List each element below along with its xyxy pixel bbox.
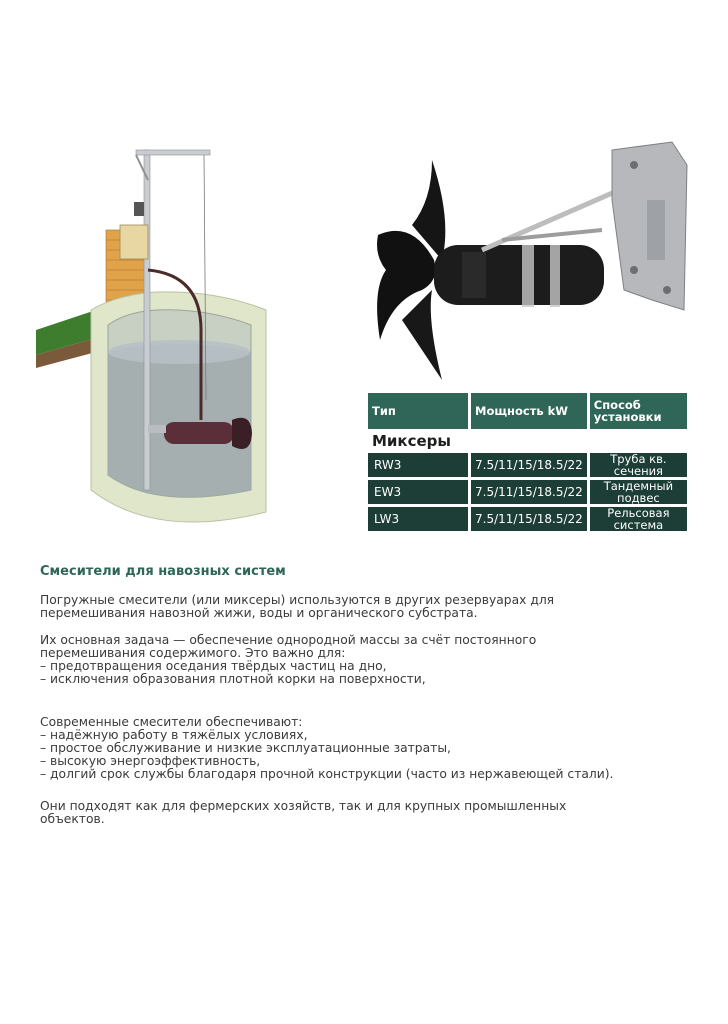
row-install: Труба кв. сечения: [590, 453, 687, 477]
header-power: Мощность kW: [471, 393, 587, 429]
paragraph-intro: Погружные смесители (или миксеры) используются в других резервуарах для перемешивания навозной жижи, воды и органического субстрата.: [40, 593, 555, 620]
row-power: 7.5/11/15/18.5/22: [471, 507, 587, 531]
paragraph-task: Их основная задача — обеспечение однородной массы за счёт постоянного перемешивания содержимого. Это важно для: – предотвращения оседания твёрдых частиц на дно, – исключения образования плотной корки на поверхности,: [40, 633, 537, 686]
row-type: LW3: [368, 507, 468, 531]
table-row: [368, 453, 687, 477]
tank-mixer-illustration: [36, 140, 286, 540]
row-install: Рельсовая система: [590, 507, 687, 531]
table-row: [368, 480, 687, 504]
row-type: EW3: [368, 480, 468, 504]
paragraph-usage: Они подходят как для фермерских хозяйств, так и для крупных промышленных объектов.: [40, 799, 567, 826]
header-type: Тип: [368, 393, 468, 429]
header-install: Способ установки: [590, 393, 687, 429]
section-row: [368, 432, 687, 450]
row-power: 7.5/11/15/18.5/22: [471, 480, 587, 504]
table-header-row: [368, 393, 687, 429]
section-label: Миксеры: [368, 432, 687, 450]
table-row: [368, 507, 687, 531]
row-install: Тандемный подвес: [590, 480, 687, 504]
paragraph-features: Современные смесители обеспечивают: – надёжную работу в тяжёлых условиях, – простое обслуживание и низкие эксплуатационные затраты, – высокую энергоэффективность, – долгий срок службы благодаря прочной конструкции (часто из нержавеющей стали).: [40, 715, 614, 781]
row-type: RW3: [368, 453, 468, 477]
row-power: 7.5/11/15/18.5/22: [471, 453, 587, 477]
article-heading: Смесители для навозных систем: [40, 564, 286, 579]
mixer-photo-illustration: [372, 140, 692, 385]
spec-table: [365, 390, 690, 534]
